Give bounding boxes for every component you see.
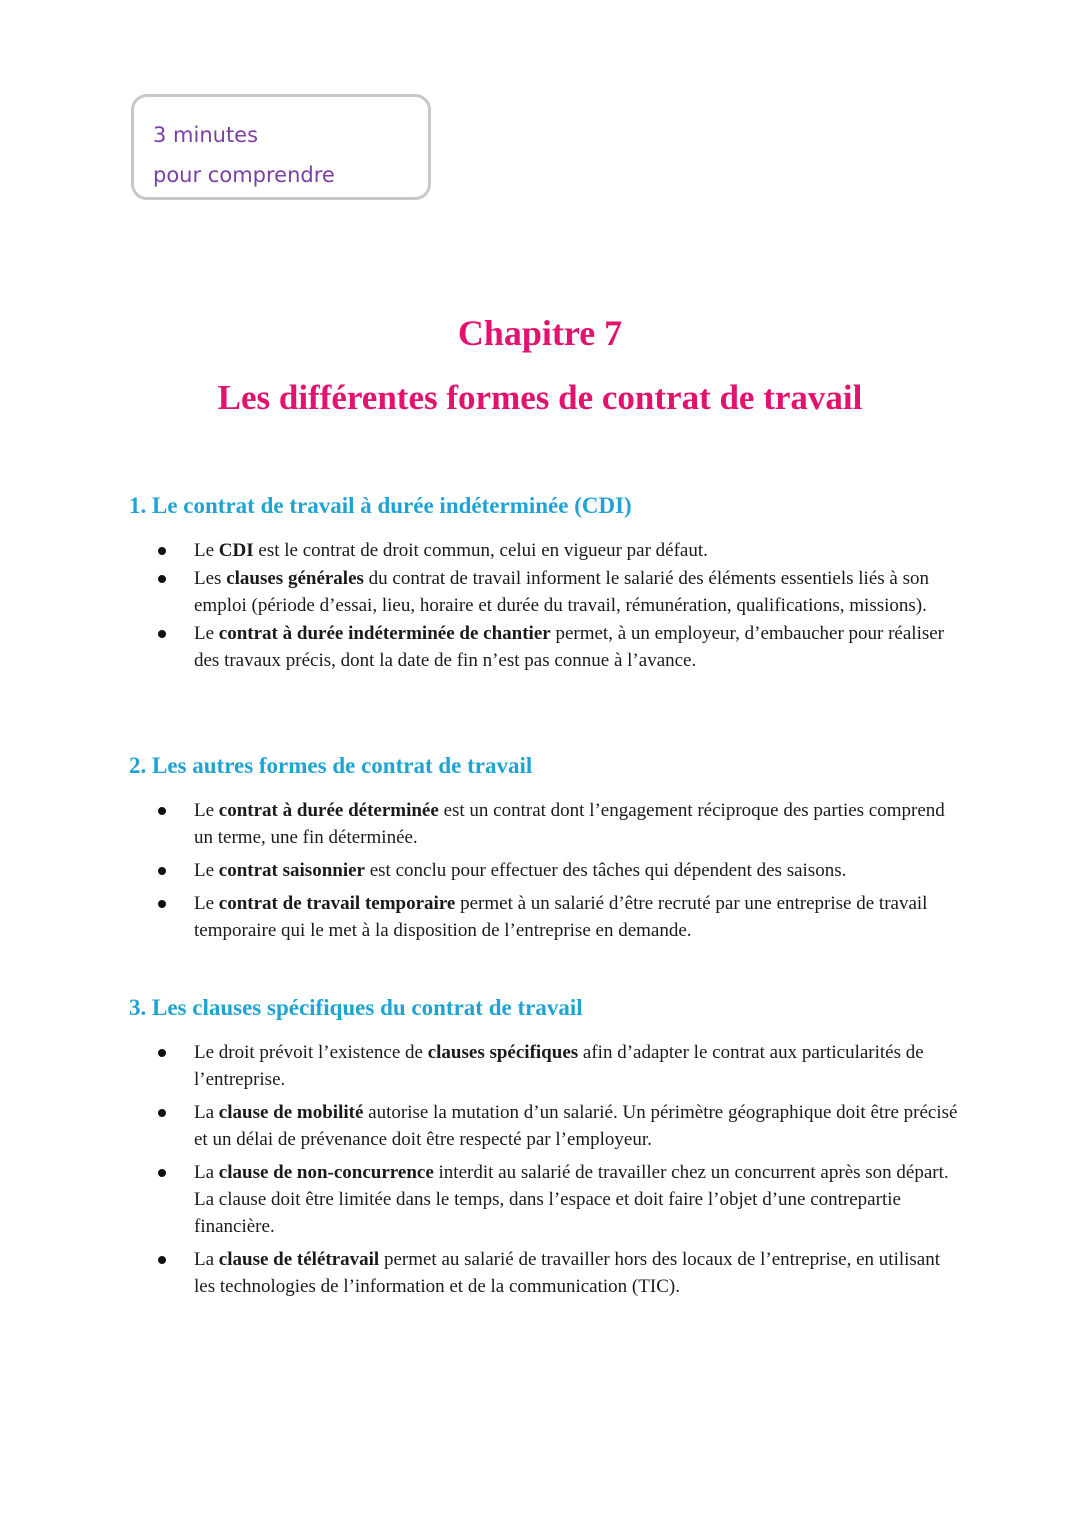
bullet-icon (158, 575, 166, 583)
list-item: La clause de non-concurrence interdit au salarié de travailler chez un concurrent après son départ. La clause doit être limitée dans le temps, dans l’espace et doit faire l’objet d’une contrepartie financière. (0, 1159, 1080, 1240)
section-heading-1: 1. Le contrat de travail à durée indéterminée (CDI) (129, 493, 632, 518)
bullet-icon (158, 900, 166, 908)
bullet-icon (158, 1049, 166, 1057)
section-heading-2: 2. Les autres formes de contrat de travail (129, 753, 533, 778)
section-heading-3: 3. Les clauses spécifiques du contrat de travail (129, 995, 583, 1020)
summary-badge (131, 94, 431, 200)
bullet-icon (158, 867, 166, 875)
badge-line-1: 3 minutes (153, 123, 259, 147)
bullet-icon (158, 1109, 166, 1117)
chapter-number: Chapitre 7 (457, 313, 623, 353)
section-2-list (0, 797, 1080, 944)
bullet-icon (158, 1169, 166, 1177)
list-item: Les clauses générales du contrat de travail informent le salarié des éléments essentiels liés à son emploi (période d’essai, lieu, horaire et durée du travail, rémunération, qualifications, missions). (0, 565, 1080, 619)
list-item: Le contrat de travail temporaire permet à un salarié d’être recruté par une entreprise de travail temporaire qui le met à la disposition de l’entreprise en demande. (0, 890, 1080, 944)
bullet-icon (158, 1256, 166, 1264)
list-item: Le contrat à durée indéterminée de chantier permet, à un employeur, d’embaucher pour réaliser des travaux précis, dont la date de fin n’est pas connue à l’avance. (0, 620, 1080, 674)
chapter-title: Les différentes formes de contrat de travail (217, 378, 863, 417)
list-item: Le CDI est le contrat de droit commun, celui en vigueur par défaut. (0, 537, 1080, 564)
list-item: Le contrat à durée déterminée est un contrat dont l’engagement réciproque des parties comprend un terme, une fin déterminée. (0, 797, 1080, 851)
section-1-list (0, 537, 1080, 674)
list-item: Le contrat saisonnier est conclu pour effectuer des tâches qui dépendent des saisons. (0, 857, 1080, 884)
list-item: La clause de mobilité autorise la mutation d’un salarié. Un périmètre géographique doit être précisé et un délai de prévenance doit être respecté par l’employeur. (0, 1099, 1080, 1153)
bullet-icon (158, 630, 166, 638)
section-3-list (0, 1039, 1080, 1300)
bullet-icon (158, 547, 166, 555)
badge-line-2: pour comprendre (153, 163, 335, 187)
list-item: Le droit prévoit l’existence de clauses spécifiques afin d’adapter le contrat aux particularités de l’entreprise. (0, 1039, 1080, 1093)
bullet-icon (158, 807, 166, 815)
list-item: La clause de télétravail permet au salarié de travailler hors des locaux de l’entreprise, en utilisant les technologies de l’information et de la communication (TIC). (0, 1246, 1080, 1300)
